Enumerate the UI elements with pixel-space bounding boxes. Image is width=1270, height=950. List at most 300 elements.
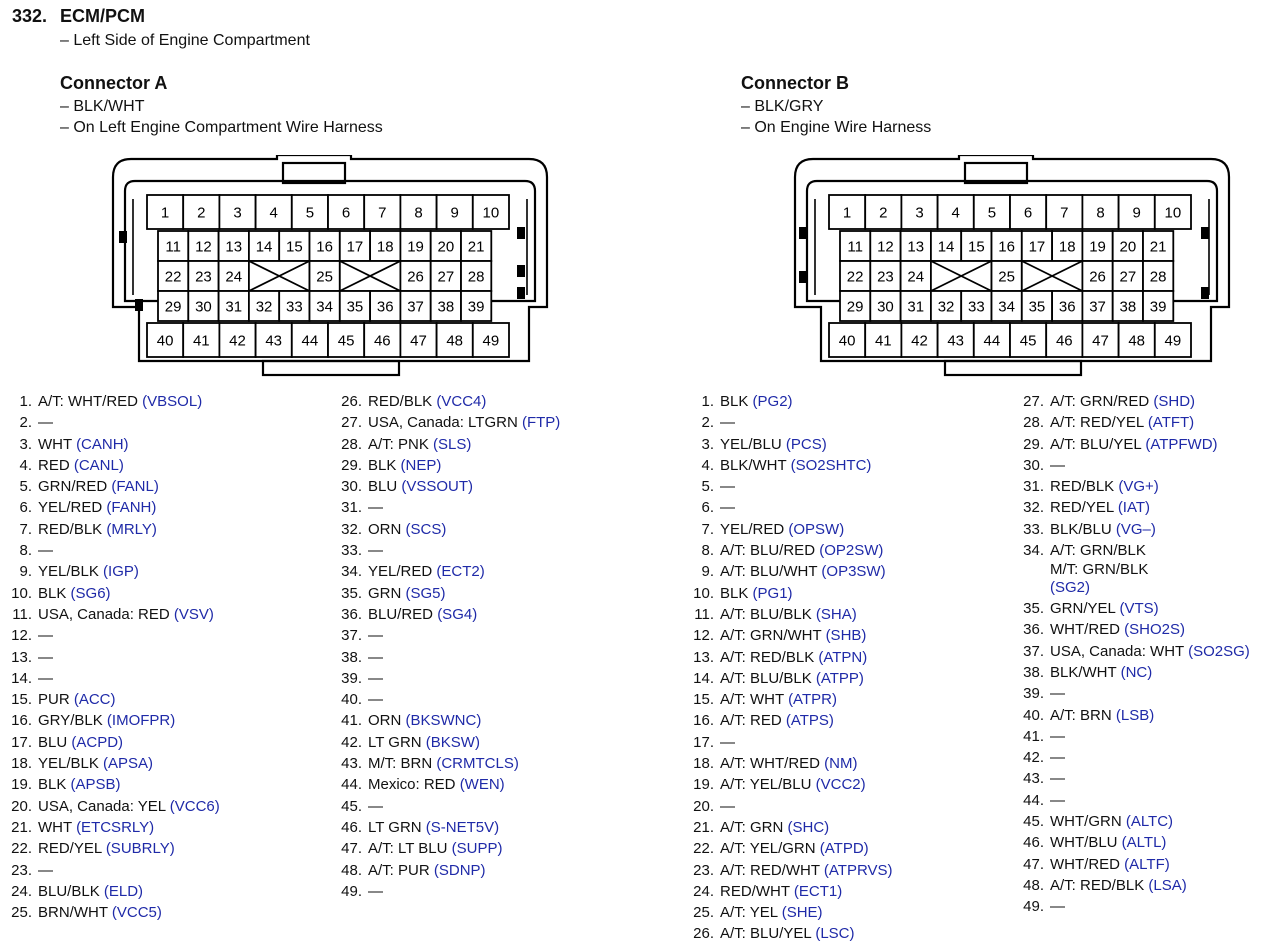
pin-label: 4 xyxy=(951,204,960,222)
pin-entry xyxy=(338,561,668,582)
pin-signal: (S-NET5V) xyxy=(425,818,500,836)
pin-label: 26 xyxy=(1089,268,1106,286)
pin-entry xyxy=(338,647,668,668)
pin-wire-color: — xyxy=(38,414,53,432)
pin-label: 18 xyxy=(1058,238,1076,256)
pin-wire-color: RED/BLK xyxy=(1050,478,1119,496)
pin-number: 22. xyxy=(11,840,32,858)
pin-wire-color: — xyxy=(368,691,383,709)
pin-label: 45 xyxy=(337,332,355,350)
pin-number: 12. xyxy=(11,627,32,645)
pin-wire-color: BLK xyxy=(368,456,401,474)
connector-side-nub xyxy=(517,227,525,239)
pin-number: 29. xyxy=(1023,435,1044,453)
pin-entry xyxy=(690,519,1010,540)
pin-number: 46. xyxy=(1023,834,1044,852)
connector-a-location: – On Left Engine Compartment Wire Harness xyxy=(60,119,383,136)
pin-wire-color: RED xyxy=(38,456,74,474)
pin-label: 33 xyxy=(286,298,303,316)
pin-number: 18. xyxy=(693,755,714,773)
pin-label: 23 xyxy=(195,268,212,286)
pin-wire-color: — xyxy=(368,669,383,687)
pin-entry xyxy=(1020,726,1268,747)
pin-number: 21. xyxy=(693,818,714,836)
pin-wire-color: A/T: LT BLU xyxy=(368,840,452,858)
pin-label: 34 xyxy=(998,298,1015,316)
pin-entry xyxy=(690,625,1010,646)
pin-number: 10. xyxy=(693,584,714,602)
pin-signal: (VCC4) xyxy=(436,393,487,410)
pin-signal: (ATPR) xyxy=(788,691,837,709)
pin-signal: (SG2) xyxy=(1050,579,1091,597)
pin-wire-color: BLK/WHT xyxy=(720,456,791,474)
pin-wire-color: — xyxy=(368,797,383,815)
pin-signal: (SHB) xyxy=(825,627,867,645)
pin-number: 27. xyxy=(1023,393,1044,410)
pin-label: 45 xyxy=(1019,332,1037,350)
pin-number: 43. xyxy=(1023,770,1044,788)
pin-wire-color: A/T: BLU/WHT xyxy=(720,563,822,581)
pin-number: 13. xyxy=(11,648,32,666)
connector-side-nub xyxy=(135,299,143,311)
pin-label: 23 xyxy=(877,268,894,286)
pin-signal: (SG4) xyxy=(437,605,478,623)
pin-entry xyxy=(8,710,328,731)
pin-number: 33. xyxy=(1023,520,1044,538)
pin-signal: (ELD) xyxy=(103,882,144,900)
pin-signal: (VG+) xyxy=(1118,478,1159,496)
pin-signal: (VCC2) xyxy=(815,776,866,794)
pin-entry xyxy=(1020,476,1268,497)
pin-entry xyxy=(8,860,328,881)
pin-wire-color: RED/YEL xyxy=(1050,499,1118,517)
pin-number: 45. xyxy=(1023,813,1044,831)
pin-number: 37. xyxy=(1023,642,1044,660)
pin-entry xyxy=(1020,598,1268,619)
pin-signal: (OP3SW) xyxy=(821,563,886,581)
pin-signal: (CANH) xyxy=(76,435,129,453)
pin-number: 2. xyxy=(19,414,32,432)
pin-signal: (IGP) xyxy=(103,563,139,581)
pin-signal: (SHD) xyxy=(1153,393,1196,410)
pin-number: 38. xyxy=(1023,663,1044,681)
pin-label: 16 xyxy=(316,238,333,256)
pin-wire-color: BLK xyxy=(38,776,71,794)
pin-number: 17. xyxy=(693,733,714,751)
pin-number: 2. xyxy=(701,414,714,432)
pin-entry xyxy=(338,476,668,497)
pin-number: 36. xyxy=(1023,621,1044,639)
pin-number: 23. xyxy=(693,861,714,879)
pin-number: 42. xyxy=(1023,749,1044,767)
pin-number: 32. xyxy=(341,520,362,538)
pin-wire-color: Mexico: RED xyxy=(368,776,460,794)
pin-signal: (SHA) xyxy=(815,605,857,623)
pin-label: 48 xyxy=(446,332,464,350)
pin-number: 25. xyxy=(11,904,32,922)
pin-wire-color: USA, Canada: RED xyxy=(38,605,174,623)
pin-label: 49 xyxy=(1164,332,1182,350)
pin-label: 34 xyxy=(316,298,333,316)
pin-wire-color-alt: M/T: GRN/BLK xyxy=(1050,560,1149,578)
pin-wire-color: PUR xyxy=(38,691,74,709)
pin-number: 14. xyxy=(693,669,714,687)
pin-entry xyxy=(338,774,668,795)
pin-signal: (SUBRLY) xyxy=(105,840,175,858)
pin-number: 49. xyxy=(341,882,362,900)
pin-wire-color: — xyxy=(38,861,53,879)
pin-entry xyxy=(8,753,328,774)
page-title: ECM/PCM xyxy=(60,6,145,26)
pin-label: 12 xyxy=(877,238,894,256)
pin-label: 35 xyxy=(1028,298,1046,316)
connector-b-diagram xyxy=(787,155,1237,377)
pin-label: 1 xyxy=(160,204,170,222)
pin-wire-color: GRN xyxy=(368,584,406,602)
pin-entry xyxy=(690,647,1010,668)
pin-number: 11. xyxy=(12,605,32,623)
pin-entry xyxy=(690,881,1010,902)
pin-number: 49. xyxy=(1023,898,1044,916)
pin-wire-color: — xyxy=(720,499,735,517)
connector-side-nub xyxy=(799,227,807,239)
pin-label: 17 xyxy=(1028,238,1046,256)
pin-wire-color: YEL/BLU xyxy=(720,435,786,453)
pin-wire-color: — xyxy=(368,542,383,560)
pin-label: 27 xyxy=(437,268,455,286)
pin-entry xyxy=(338,881,668,902)
pin-label: 10 xyxy=(482,204,500,222)
pin-entry xyxy=(1020,790,1268,811)
pin-label: 16 xyxy=(998,238,1015,256)
pin-label: 36 xyxy=(1058,298,1076,316)
pin-number: 26. xyxy=(341,393,362,410)
pin-label: 2 xyxy=(879,204,888,222)
pin-label: 29 xyxy=(846,298,864,316)
pin-signal: (IMOFPR) xyxy=(106,712,176,730)
pin-signal: (FANL) xyxy=(111,478,159,496)
pin-wire-color: — xyxy=(720,733,735,751)
pin-wire-color: — xyxy=(368,627,383,645)
pin-wire-color: BLK xyxy=(720,584,753,602)
pin-label: 3 xyxy=(233,204,242,222)
pin-number: 19. xyxy=(11,776,32,794)
pin-signal: (SLS) xyxy=(433,435,472,453)
pin-wire-color: WHT/RED xyxy=(1050,621,1125,639)
pin-number: 39. xyxy=(1023,685,1044,703)
pin-wire-color: A/T: WHT/RED xyxy=(38,393,143,410)
pin-entry xyxy=(1020,896,1268,917)
pin-label: 15 xyxy=(286,238,303,256)
pin-label: 14 xyxy=(255,238,273,256)
pin-wire-color: A/T: YEL/BLU xyxy=(720,776,816,794)
pin-entry xyxy=(8,689,328,710)
pin-number: 23. xyxy=(11,861,32,879)
pin-number: 13. xyxy=(693,648,714,666)
pin-label: 9 xyxy=(1132,204,1141,222)
pin-entry xyxy=(690,796,1010,817)
pin-number: 28. xyxy=(341,435,362,453)
pin-wire-color: GRN/YEL xyxy=(1050,600,1120,618)
pin-label: 47 xyxy=(1092,332,1109,350)
connector-side-nub xyxy=(517,265,525,277)
pin-entry xyxy=(338,732,668,753)
pin-entry xyxy=(338,434,668,455)
pin-entry xyxy=(8,412,328,433)
pin-entry xyxy=(8,817,328,838)
pin-wire-color: RED/YEL xyxy=(38,840,106,858)
pin-wire-color: BLK/WHT xyxy=(1050,663,1121,681)
pin-wire-color: A/T: RED/BLK xyxy=(1050,876,1149,894)
pin-label: 28 xyxy=(1149,268,1167,286)
pin-signal: (CANL) xyxy=(73,456,124,474)
pin-wire-color: — xyxy=(38,648,53,666)
pin-entry xyxy=(1020,641,1268,662)
pin-entry xyxy=(8,434,328,455)
pin-signal: (BKSW) xyxy=(425,733,480,751)
pin-number: 9. xyxy=(701,563,714,581)
pin-signal: (PCS) xyxy=(785,435,827,453)
pin-wire-color: A/T: RED/BLK xyxy=(720,648,819,666)
pin-entry xyxy=(8,647,328,668)
pin-label: 40 xyxy=(838,332,856,350)
pin-signal: (SO2SG) xyxy=(1188,642,1250,660)
pin-signal: (VSV) xyxy=(173,605,214,623)
pin-signal: (VBSOL) xyxy=(142,393,203,410)
pin-signal: (SHO2S) xyxy=(1124,621,1186,639)
pin-signal: (SG5) xyxy=(405,584,446,602)
connector-side-nub xyxy=(119,231,127,243)
pin-number: 44. xyxy=(341,776,362,794)
pin-number: 21. xyxy=(11,818,32,836)
pin-entry xyxy=(690,604,1010,625)
pin-wire-color: RED/WHT xyxy=(720,882,794,900)
pin-signal: (APSB) xyxy=(70,776,121,794)
pin-entry xyxy=(8,625,328,646)
pin-number: 48. xyxy=(1023,876,1044,894)
pin-label: 21 xyxy=(467,238,485,256)
pin-signal: (FANH) xyxy=(106,499,157,517)
pin-entry xyxy=(690,476,1010,497)
pin-signal: (ECT2) xyxy=(436,563,485,581)
pin-wire-color: WHT/BLU xyxy=(1050,834,1122,852)
pin-wire-color: — xyxy=(368,499,383,517)
pin-wire-color: A/T: WHT/RED xyxy=(720,755,825,773)
pin-signal: (VG–) xyxy=(1115,520,1156,538)
pin-wire-color: A/T: RED/YEL xyxy=(1050,414,1148,432)
pin-entry xyxy=(8,796,328,817)
pin-signal: (ATPFWD) xyxy=(1145,435,1218,453)
pin-wire-color: — xyxy=(368,882,383,900)
pin-label: 19 xyxy=(1089,238,1106,256)
pin-entry xyxy=(338,668,668,689)
pin-entry xyxy=(338,540,668,561)
pin-signal: (VSSOUT) xyxy=(401,478,474,496)
pin-label: 30 xyxy=(877,298,894,316)
pin-entry xyxy=(690,391,1010,412)
pin-number: 46. xyxy=(341,818,362,836)
pin-signal: (CRMTCLS) xyxy=(436,755,519,773)
pin-entry xyxy=(8,583,328,604)
pin-number: 41. xyxy=(1023,727,1044,745)
pin-wire-color: RED/BLK xyxy=(38,520,107,538)
pin-signal: (ATPP) xyxy=(815,669,864,687)
pin-signal: (BKSWNC) xyxy=(405,712,482,730)
pin-wire-color: A/T: GRN/BLK xyxy=(1050,542,1146,560)
connector-b-location: – On Engine Wire Harness xyxy=(741,119,932,136)
pin-entry xyxy=(1020,747,1268,768)
pin-wire-color: USA, Canada: YEL xyxy=(38,797,170,815)
pin-label: 39 xyxy=(467,298,485,316)
pin-wire-color: — xyxy=(368,648,383,666)
pin-signal: (FTP) xyxy=(521,414,561,432)
pin-number: 29. xyxy=(341,456,362,474)
pin-number: 5. xyxy=(701,478,714,496)
pin-signal: (ETCSRLY) xyxy=(76,818,155,836)
pin-signal: (SHC) xyxy=(787,818,830,836)
pin-entry xyxy=(8,668,328,689)
pin-label: 39 xyxy=(1149,298,1167,316)
connector-a-pin-list-left xyxy=(8,391,328,923)
pin-number: 42. xyxy=(341,733,362,751)
pin-label: 13 xyxy=(907,238,925,256)
pin-entry xyxy=(8,540,328,561)
pin-label: 11 xyxy=(847,238,863,256)
pin-entry xyxy=(690,561,1010,582)
pin-signal: (PG1) xyxy=(752,584,793,602)
pin-entry xyxy=(338,817,668,838)
pin-entry xyxy=(338,710,668,731)
pin-entry xyxy=(338,391,668,412)
pin-signal: (WEN) xyxy=(459,776,505,794)
pin-label: 19 xyxy=(407,238,424,256)
pin-wire-color: YEL/RED xyxy=(38,499,107,517)
pin-signal: (VCC5) xyxy=(111,904,162,922)
pin-label: 29 xyxy=(164,298,182,316)
pin-number: 35. xyxy=(341,584,362,602)
pin-number: 1. xyxy=(19,393,32,410)
pin-wire-color: — xyxy=(720,414,735,432)
pin-entry xyxy=(690,902,1010,923)
pin-signal: (NC) xyxy=(1120,663,1153,681)
connector-side-nub xyxy=(1201,287,1209,299)
pin-label: 26 xyxy=(407,268,424,286)
pin-number: 12. xyxy=(693,627,714,645)
connector-side-nub xyxy=(1201,227,1209,239)
pin-label: 5 xyxy=(305,204,315,222)
pin-number: 1. xyxy=(701,393,714,410)
pin-wire-color: WHT xyxy=(38,435,77,453)
pin-entry xyxy=(690,710,1010,731)
pin-wire-color: A/T: BLU/YEL xyxy=(1050,435,1146,453)
pin-label: 33 xyxy=(968,298,985,316)
pin-label: 1 xyxy=(842,204,852,222)
pin-label: 12 xyxy=(195,238,212,256)
pin-signal: (MRLY) xyxy=(106,520,157,538)
pin-signal: (IAT) xyxy=(1117,499,1151,517)
pin-signal: (ALTF) xyxy=(1124,855,1170,873)
pin-number: 45. xyxy=(341,797,362,815)
section-number: 332. xyxy=(12,6,48,26)
pin-label: 43 xyxy=(947,332,965,350)
pin-number: 7. xyxy=(19,520,32,538)
pin-wire-color: BLU xyxy=(38,733,72,751)
pin-wire-color: — xyxy=(38,669,53,687)
pin-number: 31. xyxy=(1023,478,1044,496)
pin-entry xyxy=(690,689,1010,710)
pin-number: 39. xyxy=(341,669,362,687)
pin-number: 17. xyxy=(11,733,32,751)
pin-signal: (SO2SHTC) xyxy=(790,456,872,474)
pin-signal: (VCC6) xyxy=(169,797,220,815)
pin-wire-color: — xyxy=(720,797,735,815)
pin-entry xyxy=(1020,391,1268,412)
pin-entry xyxy=(1020,854,1268,875)
pin-wire-color: — xyxy=(1050,456,1065,474)
pin-entry xyxy=(690,434,1010,455)
pin-wire-color: BRN/WHT xyxy=(38,904,112,922)
pin-number: 19. xyxy=(693,776,714,794)
pin-number: 8. xyxy=(19,542,32,560)
pin-entry xyxy=(1020,434,1268,455)
pin-wire-color: — xyxy=(1050,791,1065,809)
pin-entry xyxy=(1020,455,1268,476)
pin-entry xyxy=(690,583,1010,604)
pin-label: 35 xyxy=(346,298,364,316)
pin-wire-color: WHT/GRN xyxy=(1050,813,1126,831)
pin-label: 42 xyxy=(229,332,246,350)
pin-entry xyxy=(8,774,328,795)
pin-wire-color: — xyxy=(1050,727,1065,745)
pin-wire-color: A/T: WHT xyxy=(720,691,789,709)
pin-label: 37 xyxy=(407,298,424,316)
pin-number: 26. xyxy=(693,925,714,943)
pin-signal: (SDNP) xyxy=(433,861,486,879)
pin-wire-color: M/T: BRN xyxy=(368,755,437,773)
pin-label: 11 xyxy=(165,238,181,256)
pin-signal: (ATPRVS) xyxy=(823,861,893,879)
pin-label: 37 xyxy=(1089,298,1106,316)
pin-signal: (APSA) xyxy=(103,755,154,773)
pin-label: 40 xyxy=(156,332,174,350)
pin-signal: (ACPD) xyxy=(71,733,124,751)
pin-number: 24. xyxy=(693,882,714,900)
pin-number: 28. xyxy=(1023,414,1044,432)
pin-wire-color: A/T: BLU/YEL xyxy=(720,925,816,943)
pin-label: 22 xyxy=(846,268,864,286)
pin-entry xyxy=(1020,619,1268,640)
pin-number: 4. xyxy=(701,456,714,474)
pin-wire-color: A/T: YEL xyxy=(720,904,782,922)
pin-signal: (ATPD) xyxy=(819,840,869,858)
pin-wire-color: USA, Canada: WHT xyxy=(1050,642,1189,660)
pin-number: 34. xyxy=(1023,542,1044,560)
pin-number: 22. xyxy=(693,840,714,858)
pin-signal: (SG6) xyxy=(70,584,111,602)
pin-wire-color: LT GRN xyxy=(368,733,426,751)
pin-entry xyxy=(8,497,328,518)
pin-number: 47. xyxy=(1023,855,1044,873)
page-subtitle: – Left Side of Engine Compartment xyxy=(60,32,310,49)
pin-entry xyxy=(690,540,1010,561)
pin-number: 40. xyxy=(341,691,362,709)
pin-wire-color: — xyxy=(1050,685,1065,703)
pin-label: 49 xyxy=(482,332,500,350)
pin-entry xyxy=(690,923,1010,944)
pin-wire-color: ORN xyxy=(368,712,406,730)
pin-entry xyxy=(338,753,668,774)
pin-wire-color: YEL/BLK xyxy=(38,563,104,581)
